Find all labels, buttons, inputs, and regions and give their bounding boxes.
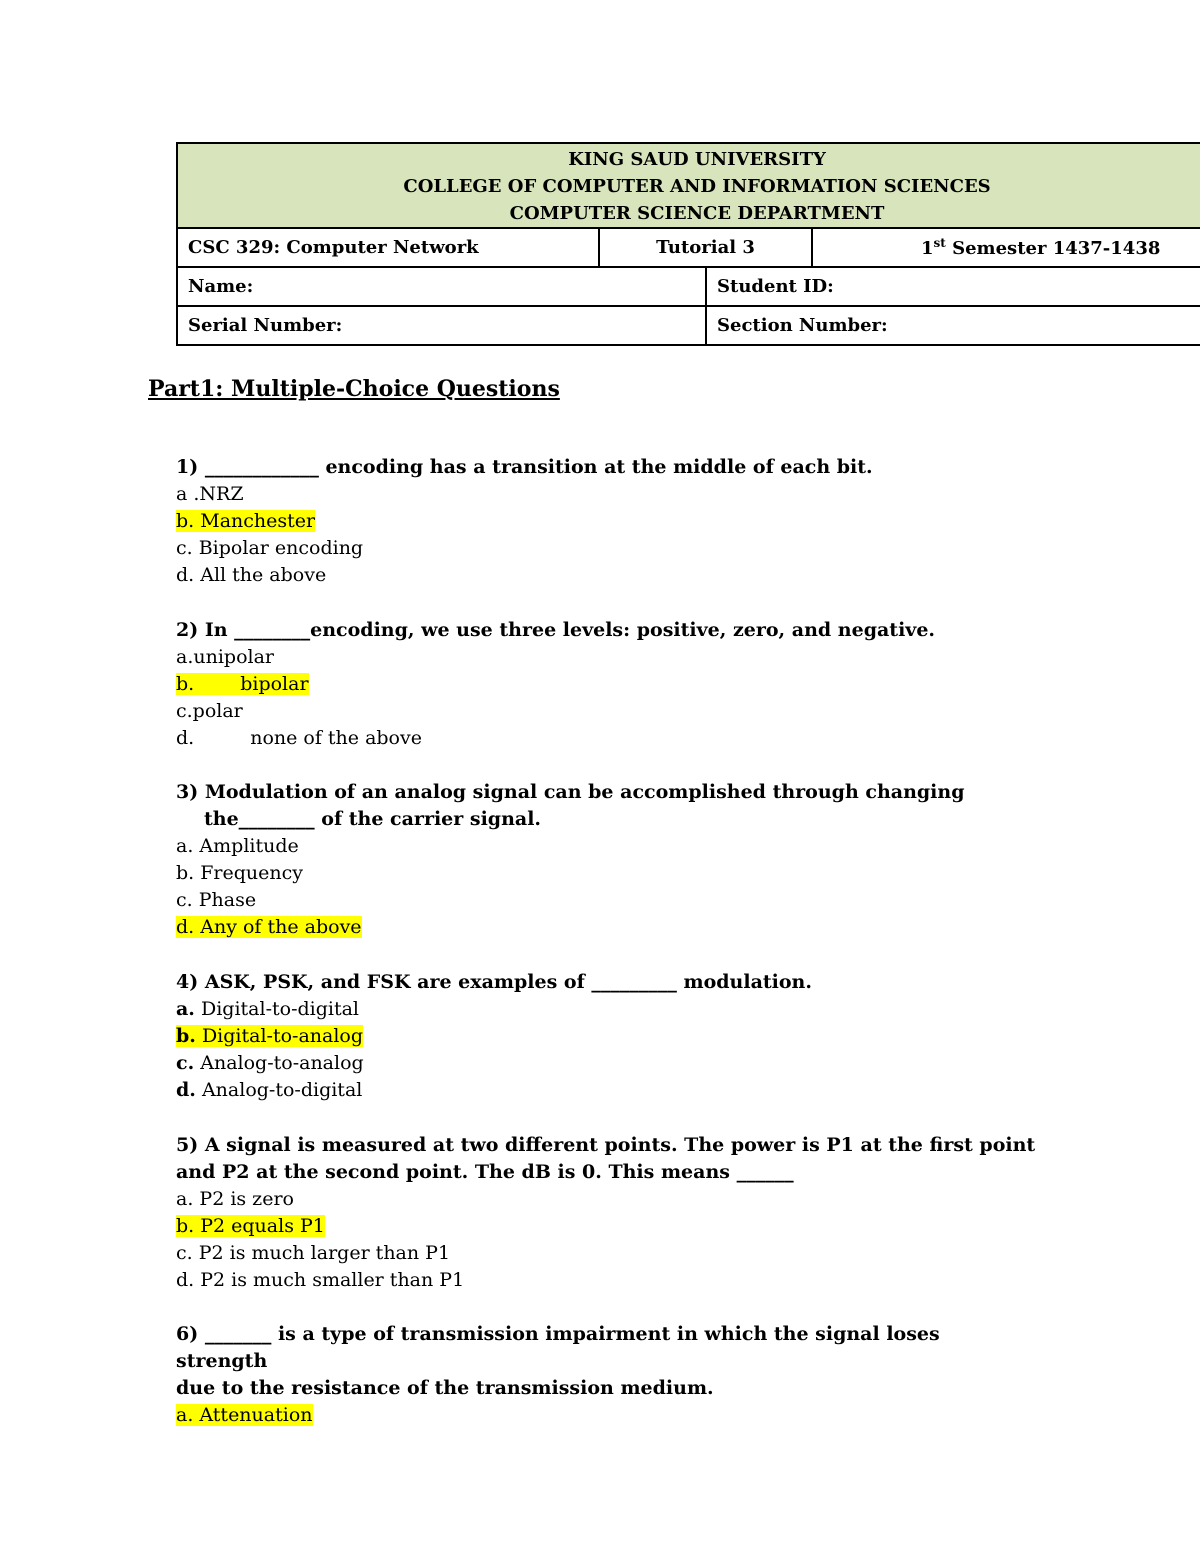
option-c: c. P2 is much larger than P1 bbox=[176, 1242, 451, 1264]
option-text: Digital-to-analog bbox=[201, 1025, 364, 1047]
option-letter: b. bbox=[176, 673, 195, 695]
option-text: Any of the above bbox=[200, 916, 362, 938]
question-4 bbox=[176, 969, 1036, 1104]
question-6 bbox=[176, 1321, 1036, 1429]
option-b bbox=[176, 860, 1036, 887]
option-d: d. P2 is much smaller than P1 bbox=[176, 1269, 465, 1291]
serial-number-field: Serial Number: bbox=[177, 306, 706, 345]
option-d: d. All the above bbox=[176, 564, 327, 586]
option-text: Frequency bbox=[200, 862, 304, 884]
option-a: a. P2 is zero bbox=[176, 1188, 294, 1210]
option-a-answer: a. Attenuation bbox=[176, 1404, 313, 1426]
semester-text: Semester 1437-1438 bbox=[945, 238, 1161, 259]
option-a: a.unipolar bbox=[176, 646, 275, 668]
option-c: c.polar bbox=[176, 700, 243, 722]
semester-superscript: st bbox=[933, 236, 946, 250]
course-cell: CSC 329: Computer Network bbox=[177, 228, 599, 267]
name-field: Name: bbox=[177, 267, 706, 306]
option-b-answer bbox=[176, 1025, 363, 1047]
option-text: Amplitude bbox=[199, 835, 299, 857]
question-stem: 1) ____________ encoding has a transition at the middle of each bit. bbox=[176, 456, 873, 478]
option-letter: c. bbox=[176, 1052, 195, 1074]
part-heading: Part1: Multiple-Choice Questions bbox=[148, 376, 560, 402]
option-letter: b. bbox=[176, 1025, 196, 1047]
question-stem-line1: 5) A signal is measured at two different points. The power is P1 at the first point bbox=[176, 1134, 1036, 1156]
option-text: Digital-to-digital bbox=[200, 998, 360, 1020]
option-text: none of the above bbox=[250, 727, 422, 749]
option-text: Phase bbox=[198, 889, 257, 911]
university-name: KING SAUD UNIVERSITY bbox=[568, 149, 826, 170]
option-letter: d. bbox=[176, 727, 195, 749]
option-letter: b. bbox=[176, 862, 195, 884]
option-text: Analog-to-digital bbox=[201, 1079, 363, 1101]
option-letter: d. bbox=[176, 916, 195, 938]
college-name: COLLEGE OF COMPUTER AND INFORMATION SCIENCES bbox=[403, 176, 991, 197]
section-number-field: Section Number: bbox=[706, 306, 1200, 345]
question-5 bbox=[176, 1132, 1036, 1294]
semester-cell bbox=[812, 228, 1200, 267]
question-stem-line2: the________ of the carrier signal. bbox=[204, 808, 542, 830]
question-stem-line1: 3) Modulation of an analog signal can be accomplished through changing bbox=[176, 781, 965, 803]
option-c bbox=[176, 1050, 1036, 1077]
question-2 bbox=[176, 617, 1036, 752]
department-name: COMPUTER SCIENCE DEPARTMENT bbox=[509, 203, 885, 224]
option-d-answer bbox=[176, 916, 362, 938]
option-b-answer bbox=[176, 673, 309, 695]
question-1 bbox=[176, 454, 1036, 589]
question-stem-line2: and P2 at the second point. The dB is 0. This means ______ bbox=[176, 1161, 794, 1183]
question-stem-line2: due to the resistance of the transmission medium. bbox=[176, 1377, 714, 1399]
semester-number: 1 bbox=[921, 238, 934, 259]
option-b-answer: b. Manchester bbox=[176, 510, 316, 532]
header-title-block bbox=[177, 143, 1200, 228]
option-c bbox=[176, 887, 1036, 914]
student-id-field: Student ID: bbox=[706, 267, 1200, 306]
option-a bbox=[176, 996, 1036, 1023]
question-stem: 4) ASK, PSK, and FSK are examples of _________ modulation. bbox=[176, 971, 812, 993]
question-3 bbox=[176, 779, 1036, 941]
option-d bbox=[176, 725, 1036, 752]
option-a bbox=[176, 833, 1036, 860]
option-letter: c. bbox=[176, 889, 193, 911]
option-d bbox=[176, 1077, 1036, 1104]
tutorial-cell: Tutorial 3 bbox=[599, 228, 812, 267]
option-letter: d. bbox=[176, 1079, 196, 1101]
option-text: bipolar bbox=[240, 673, 309, 695]
option-c: c. Bipolar encoding bbox=[176, 537, 364, 559]
option-b-answer: b. P2 equals P1 bbox=[176, 1215, 325, 1237]
header-table bbox=[176, 142, 1200, 346]
option-letter: a. bbox=[176, 998, 195, 1020]
option-letter: a. bbox=[176, 835, 194, 857]
question-stem-line1: 6) _______ is a type of transmission impairment in which the signal loses strength bbox=[176, 1323, 940, 1372]
option-a: a .NRZ bbox=[176, 483, 244, 505]
option-text: Analog-to-analog bbox=[200, 1052, 364, 1074]
question-stem: 2) In ________encoding, we use three levels: positive, zero, and negative. bbox=[176, 619, 936, 641]
